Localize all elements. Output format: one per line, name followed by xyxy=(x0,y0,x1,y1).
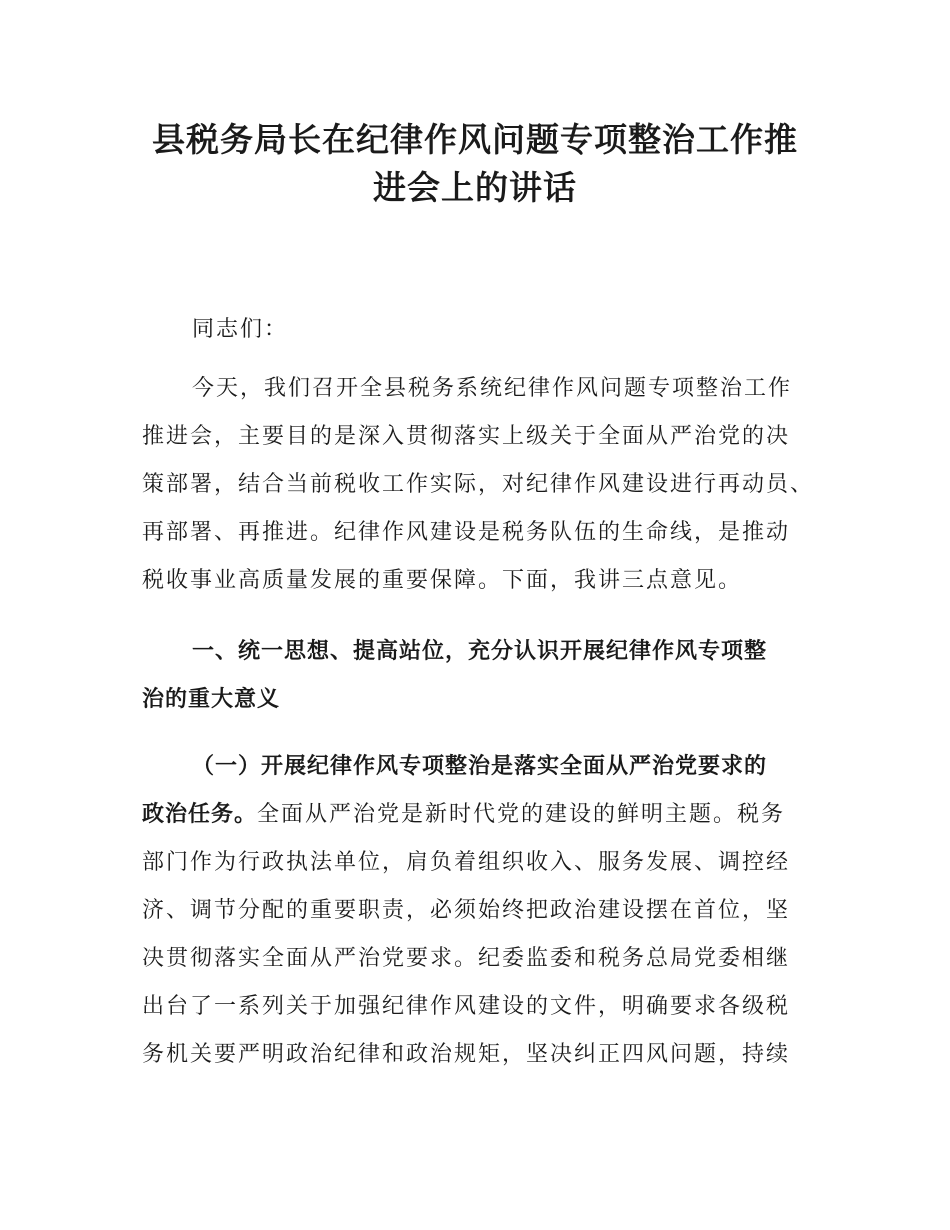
paragraph-intro xyxy=(142,365,832,605)
greeting: 同志们： xyxy=(192,317,289,342)
section-heading-1 xyxy=(142,628,832,724)
paragraph-text: 全面从严治党是新时代党的建设的鲜明主题。税务 xyxy=(257,802,786,827)
document-title-line-1: 县税务局长在纪律作风问题专项整治工作推 xyxy=(152,120,798,159)
paragraph-line: 部门作为行政执法单位，肩负着组织收入、服务发展、调控经 xyxy=(142,850,791,875)
paragraph-line: 济、调节分配的重要职责，必须始终把政治建设摆在首位，坚 xyxy=(142,898,791,923)
paragraph-line: 决贯彻落实全面从严治党要求。纪委监委和税务总局党委相继 xyxy=(142,946,791,971)
paragraph-line: 务机关要严明政治纪律和政治规矩，坚决纠正四风问题，持续 xyxy=(142,1042,791,1067)
paragraph-line: 今天，我们召开全县税务系统纪律作风问题专项整治工作 xyxy=(192,376,793,401)
paragraph-line: 税收事业高质量发展的重要保障。下面，我讲三点意见。 xyxy=(142,568,743,593)
paragraph-line: 策部署，结合当前税收工作实际，对纪律作风建设进行再动员、 xyxy=(142,472,815,497)
subsection-paragraph-1 xyxy=(142,743,832,1079)
paragraph-line xyxy=(142,791,832,839)
heading-line: 一、统一思想、提高站位，充分认识开展纪律作风专项整 xyxy=(192,639,768,664)
paragraph-line: 出台了一系列关于加强纪律作风建设的文件，明确要求各级税 xyxy=(142,994,791,1019)
paragraph-line: 推进会，主要目的是深入贯彻落实上级关于全面从严治党的决 xyxy=(142,424,791,449)
document-title-line-2: 进会上的讲话 xyxy=(373,168,577,207)
subsection-heading: （一）开展纪律作风专项整治是落实全面从严治党要求的 xyxy=(192,754,768,779)
heading-line: 治的重大意义 xyxy=(142,687,281,712)
subsection-heading-end: 政治任务。 xyxy=(142,802,258,827)
paragraph-line: 再部署、再推进。纪律作风建设是税务队伍的生命线，是推动 xyxy=(142,520,791,545)
